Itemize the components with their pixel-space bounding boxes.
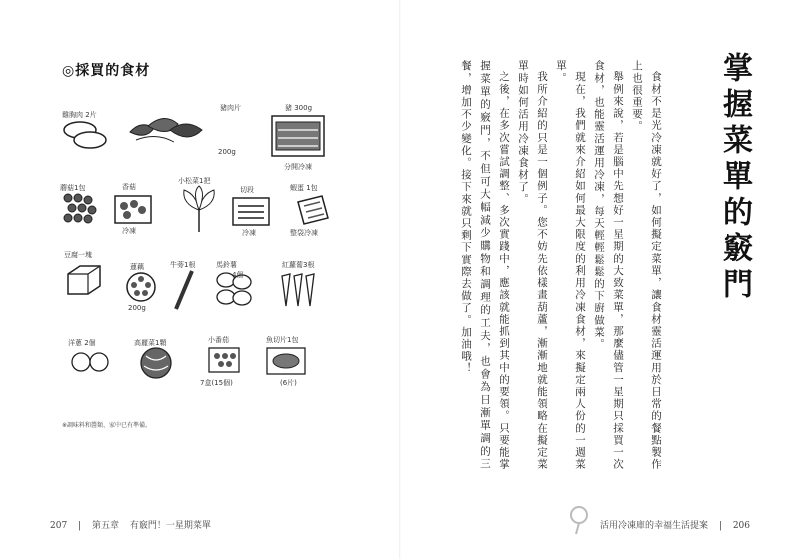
tomato-box-illustration <box>206 344 242 376</box>
page-gutter <box>399 0 401 559</box>
left-folio <box>50 518 219 531</box>
label-onion: 洋蔥 2個 <box>68 339 96 347</box>
label-pork-slices: 豬肉片 <box>220 104 241 112</box>
left-chapter-title: 有竅門！一星期菜單 <box>129 521 211 531</box>
lotus-illustration <box>124 270 158 304</box>
label-lotus: 蓮藕 <box>130 263 144 271</box>
pork-bag-illustration <box>268 112 328 160</box>
label-split-freeze: 分開冷凍 <box>284 163 312 171</box>
onion-illustration <box>70 348 110 374</box>
fish-pack-illustration <box>264 344 308 378</box>
label-pork-right: 豬 300g <box>285 104 313 112</box>
label-burdock: 牛蒡1根 <box>170 261 196 269</box>
label-potato-count: 4個 <box>232 271 244 279</box>
label-shrimp-freeze: 整袋冷凍 <box>290 229 318 237</box>
right-folio <box>592 518 750 531</box>
label-shrimp: 蝦蛋 1包 <box>290 184 318 192</box>
label-lotus-weight: 200g <box>128 304 146 312</box>
label-mushroom: 蘑菇1包 <box>60 184 86 192</box>
label-tomato-count: 7盒(15個) <box>200 379 233 387</box>
label-tomato: 小番茄 <box>208 336 229 344</box>
paragraph: 現在，我們就來介紹如何最大限度的利用冷凍食材，來擬定兩人份的一週菜單。 <box>555 60 586 470</box>
spinach-illustration <box>178 184 220 234</box>
label-chicken: 雞胸肉 2片 <box>62 111 97 119</box>
label-shiitake: 香菇 <box>122 183 136 191</box>
folio-divider-right: | <box>718 521 722 531</box>
chicken-illustration <box>60 118 115 152</box>
shrimp-bag-illustration <box>292 192 332 228</box>
spoon-icon <box>568 506 590 536</box>
label-freeze-2: 冷凍 <box>242 229 256 237</box>
label-carrot: 紅蘿蔔3根 <box>282 261 315 269</box>
label-freeze-1: 冷凍 <box>122 227 136 235</box>
right-page-number: 206 <box>732 521 750 531</box>
cabbage-illustration <box>138 346 174 380</box>
paragraph: 食材不是光冷凍就好了，如何擬定菜單，讓食材靈活運用於日常的餐點製作上也很重要。 <box>631 60 662 470</box>
tofu-illustration <box>64 262 104 298</box>
label-tofu: 豆腐一塊 <box>64 251 92 259</box>
chapter-title: 掌握菜單的竅門 <box>717 52 752 304</box>
footnote: ※調味料和醬類、家中已有準備。 <box>62 422 152 429</box>
paragraph: 舉例來說，若是腦中先想好一星期的大致菜單，那麼儘管一星期只採買一次食材，也能靈活運用冷凍，每天輕輕鬆鬆的下廚做菜。 <box>593 60 624 470</box>
mushroom-illustration <box>62 192 98 224</box>
paragraph: 之後，在多次嘗試調整、多次實踐中，應該就能抓到其中的要領。只要能掌握菜單的竅門，不但可大幅減少購物和調理的工夫，也會為日漸單調的三餐，增加不少變化。接下來就只剩下實際去做了。加油哦！ <box>460 60 510 470</box>
label-fish-count: (6片) <box>280 379 297 387</box>
label-spinach: 小松菜1把 <box>178 177 211 185</box>
right-book-title: 活用冷凍庫的幸福生活提案 <box>600 521 709 531</box>
left-page-number: 207 <box>50 521 68 531</box>
spinach-container-illustration <box>230 194 272 228</box>
label-pork-weight: 200g <box>218 148 236 156</box>
label-cabbage: 高麗菜1顆 <box>134 339 167 347</box>
left-chapter: 第五章 <box>91 521 119 531</box>
carrot-illustration <box>276 270 322 310</box>
folio-divider-left: | <box>78 521 82 531</box>
pork-slices-illustration <box>126 110 206 150</box>
section-title: ◎採買的食材 <box>62 63 151 79</box>
label-fish: 魚切片1包 <box>266 336 299 344</box>
burdock-illustration <box>172 268 196 312</box>
label-spinach-prep: 切段 <box>240 186 254 194</box>
paragraph: 我所介紹的只是一個例子。您不妨先依樣畫葫蘆，漸漸地就能領略在擬定菜單時如何活用冷凍食材了。 <box>517 60 548 470</box>
body-text <box>450 60 665 470</box>
label-potato: 馬鈴薯 <box>216 261 237 269</box>
shiitake-container-illustration <box>112 190 154 226</box>
